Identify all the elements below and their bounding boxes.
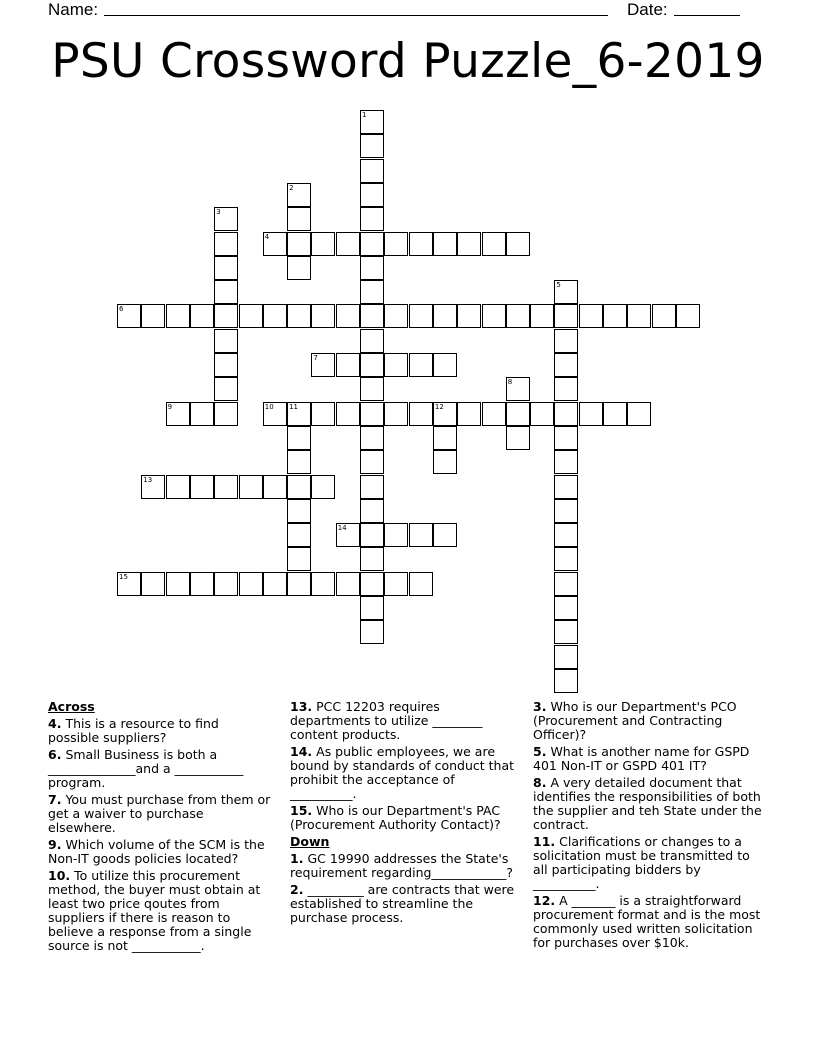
clue-across-13: 13. PCC 12203 requires departments to utilize ________ content products. [290,699,483,742]
grid-cell[interactable] [287,232,311,256]
grid-number: 8 [507,378,513,387]
grid-cell[interactable] [190,475,214,499]
grid-cell[interactable] [384,523,408,547]
clue-across-9: 9. Which volume of the SCM is the Non-IT goods policies located? [48,837,265,866]
grid-cell[interactable] [287,547,311,571]
grid-cell[interactable] [554,377,578,401]
grid-number: 12 [434,402,444,411]
grid-cell[interactable] [214,280,238,304]
grid-cell[interactable] [676,304,700,328]
grid-cell[interactable] [311,402,335,426]
grid-cell[interactable] [627,304,651,328]
grid-cell[interactable] [554,426,578,450]
grid-cell[interactable] [287,450,311,474]
grid-cell[interactable] [360,450,384,474]
grid-cell[interactable] [360,207,384,231]
grid-cell[interactable] [336,572,360,596]
grid-cell[interactable] [384,353,408,377]
grid-cell[interactable] [190,402,214,426]
grid-cell[interactable] [360,402,384,426]
grid-cell[interactable] [554,645,578,669]
grid-cell[interactable] [506,232,530,256]
grid-cell[interactable] [554,523,578,547]
grid-cell[interactable] [409,572,433,596]
down-heading: Down [290,834,330,849]
grid-cell[interactable] [384,572,408,596]
grid-number: 13 [143,475,153,484]
grid-cell[interactable] [360,183,384,207]
clue-down-12: 12. A _______ is a straightforward procurement format and is the most commonly used written solicitation for purchases over $10k. [533,893,761,950]
clue-down-5: 5. What is another name for GSPD 401 Non-IT or GSPD 401 IT? [533,744,750,773]
grid-number: 2 [289,183,294,192]
clue-down-1: 1. GC 19990 addresses the State's requirement regarding____________? [290,851,514,880]
grid-number: 9 [167,402,173,411]
grid-cell[interactable] [554,353,578,377]
grid-cell[interactable] [409,304,433,328]
grid-cell[interactable] [360,280,384,304]
grid-cell[interactable] [482,232,506,256]
grid-cell[interactable] [287,304,311,328]
grid-cell[interactable] [409,232,433,256]
grid-cell[interactable] [214,377,238,401]
grid-cell[interactable] [360,475,384,499]
grid-cell[interactable] [409,353,433,377]
grid-cell[interactable] [166,475,190,499]
grid-number: 3 [216,208,221,217]
grid-cell[interactable] [360,304,384,328]
grid-cell[interactable] [166,304,190,328]
date-label: Date: [627,0,668,19]
grid-cell[interactable] [433,232,457,256]
grid-cell[interactable] [214,353,238,377]
grid-cell[interactable] [554,547,578,571]
across-heading: Across [48,699,95,714]
grid-number: 7 [313,354,318,362]
grid-number: 11 [289,402,299,411]
grid-cell[interactable] [263,304,287,328]
grid-cell[interactable] [360,596,384,620]
grid-cell[interactable] [311,475,335,499]
clues-column-2 [290,700,522,928]
grid-cell[interactable] [239,572,263,596]
grid-cell[interactable] [433,304,457,328]
grid-cell[interactable] [287,475,311,499]
grid-cell[interactable] [409,402,433,426]
grid-cell[interactable] [603,304,627,328]
grid-cell[interactable] [360,523,384,547]
grid-cell[interactable] [287,256,311,280]
grid-cell[interactable] [554,402,578,426]
grid-cell[interactable] [457,304,481,328]
grid-number: 10 [264,402,274,411]
grid-cell[interactable] [554,572,578,596]
clue-across-15: 15. Who is our Department's PAC (Procurement Authority Contact)? [290,803,501,832]
grid-cell[interactable] [433,353,457,377]
grid-cell[interactable] [190,304,214,328]
grid-cell[interactable] [336,232,360,256]
grid-cell[interactable] [214,329,238,353]
grid-cell[interactable] [360,572,384,596]
clue-across-4: 4. This is a resource to find possible suppliers? [48,716,219,745]
grid-cell[interactable] [287,499,311,523]
grid-cell[interactable] [287,207,311,231]
grid-cell[interactable] [554,596,578,620]
grid-number: 14 [337,524,347,533]
grid-number: 1 [362,111,367,119]
grid-cell[interactable] [627,402,651,426]
grid-number: 6 [119,305,124,314]
grid-number: 4 [264,232,270,241]
grid-cell[interactable] [141,572,165,596]
grid-cell[interactable] [530,304,554,328]
clues-column-3 [533,700,768,953]
grid-cell[interactable] [263,475,287,499]
grid-cell[interactable] [652,304,676,328]
grid-cell[interactable] [336,353,360,377]
grid-cell[interactable] [336,402,360,426]
grid-cell[interactable] [311,232,335,256]
grid-number: 15 [119,572,128,581]
grid-cell[interactable] [360,620,384,644]
grid-cell[interactable] [214,402,238,426]
grid-cell[interactable] [360,426,384,450]
clue-down-8: 8. A very detailed document that identifies the responsibilities of both the supplier and teh State under the contract. [533,775,762,832]
grid-cell[interactable] [239,475,263,499]
puzzle-title: PSU Crossword Puzzle_6-2019 [51,34,765,89]
grid-cell[interactable] [554,304,578,328]
grid-cell[interactable] [141,304,165,328]
grid-cell[interactable] [166,572,190,596]
grid-cell[interactable] [506,426,530,450]
grid-cell[interactable] [409,523,433,547]
grid-cell[interactable] [554,669,578,693]
clue-across-14: 14. As public employees, we are bound by standards of conduct that prohibit the acceptance of __________. [290,744,515,801]
grid-cell[interactable] [287,523,311,547]
grid-cell[interactable] [482,402,506,426]
grid-cell[interactable] [287,426,311,450]
grid-cell[interactable] [579,402,603,426]
grid-cell[interactable] [239,304,263,328]
grid-cell[interactable] [263,572,287,596]
grid-cell[interactable] [214,256,238,280]
grid-cell[interactable] [360,134,384,158]
grid-cell[interactable] [384,402,408,426]
clue-across-6: 6. Small Business is both a ______________and a ___________ program. [48,747,244,790]
clue-across-7: 7. You must purchase from them or get a waiver to purchase elsewhere. [48,792,271,835]
grid-cell[interactable] [360,159,384,183]
grid-cell[interactable] [554,475,578,499]
grid-cell[interactable] [554,450,578,474]
grid-number: 5 [556,281,561,290]
grid-cell[interactable] [360,232,384,256]
grid-cell[interactable] [554,329,578,353]
grid-cell[interactable] [433,450,457,474]
grid-cell[interactable] [482,304,506,328]
grid-cell[interactable] [287,572,311,596]
clues-column-1 [48,700,273,956]
grid-cell[interactable] [214,475,238,499]
grid-cell[interactable] [530,402,554,426]
grid-cell[interactable] [384,304,408,328]
grid-cell[interactable] [336,304,360,328]
grid-cell[interactable] [554,499,578,523]
grid-cell[interactable] [360,329,384,353]
grid-cell[interactable] [360,499,384,523]
grid-cell[interactable] [311,304,335,328]
grid-cell[interactable] [457,402,481,426]
grid-cell[interactable] [360,547,384,571]
clue-down-3: 3. Who is our Department's PCO (Procurement and Contracting Officer)? [533,699,737,742]
grid-cell[interactable] [579,304,603,328]
grid-cell[interactable] [360,256,384,280]
grid-cell[interactable] [554,620,578,644]
grid-cell[interactable] [311,572,335,596]
clue-across-10: 10. To utilize this procurement method, the buyer must obtain at least two price qoutes from suppliers if there is reason to believe a response from a single source is not ___________. [48,868,261,953]
grid-cell[interactable] [360,377,384,401]
clue-down-2: 2. _________ are contracts that were established to streamline the purchase process. [290,882,515,925]
name-label: Name: [48,0,99,19]
grid-cell[interactable] [433,426,457,450]
grid-cell[interactable] [384,232,408,256]
grid-cell[interactable] [214,572,238,596]
grid-cell[interactable] [360,353,384,377]
grid-cell[interactable] [506,304,530,328]
grid-cell[interactable] [190,572,214,596]
grid-cell[interactable] [433,523,457,547]
grid-cell[interactable] [603,402,627,426]
grid-cell[interactable] [506,402,530,426]
clue-down-11: 11. Clarifications or changes to a solicitation must be transmitted to all participating bidders by __________. [533,834,750,891]
grid-cell[interactable] [457,232,481,256]
grid-cell[interactable] [214,232,238,256]
grid-cell[interactable] [214,304,238,328]
